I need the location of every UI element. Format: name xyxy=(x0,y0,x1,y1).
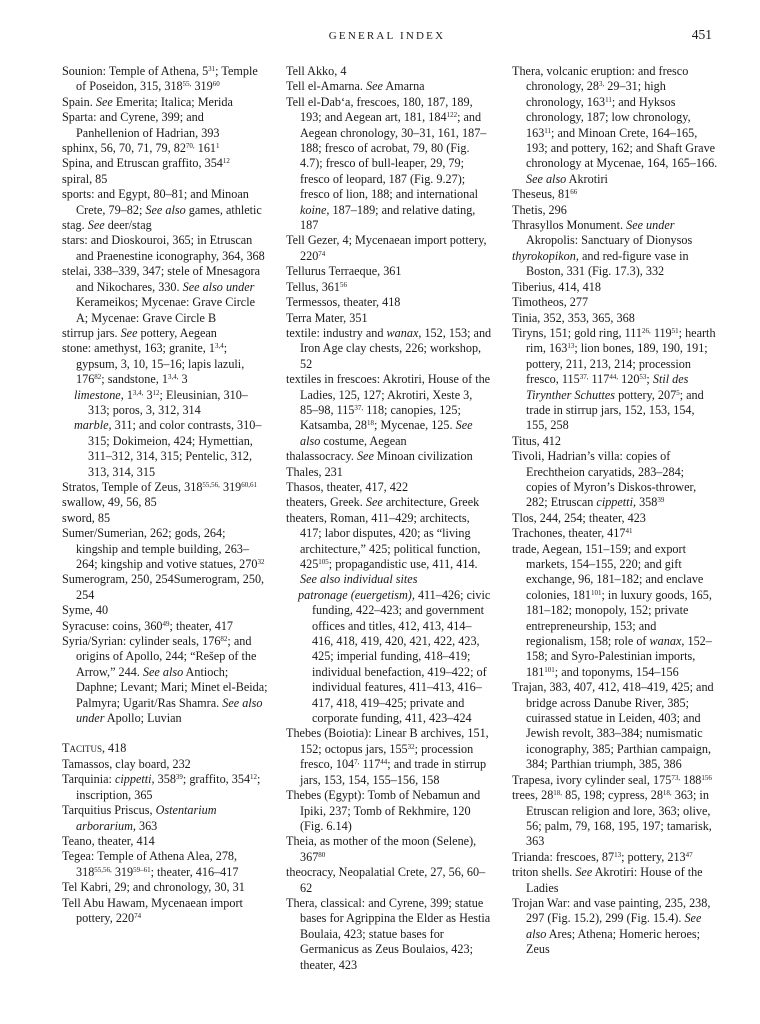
index-entry: theocracy, Neopalatial Crete, 27, 56, 60–62 xyxy=(286,865,486,895)
index-entry: Syracuse: coins, $360^{49}$; theater, 417 xyxy=(62,618,234,633)
index-entry: Thrasyllos Monument. See under Akropolis: Sanctuary of Dionysos xyxy=(512,218,693,248)
index-entry: Tiberius, 414, 418 xyxy=(512,279,601,294)
index-entry: Thetis, 296 xyxy=(512,202,567,217)
index-entry: Tiryns, 151; gold ring, $111^{26,}$ $119^{51}$; hearth rim, $163^{13}$; lion bones, 189, 190, 191; pottery, 211, 213, 214; procession fresco, $115^{37,}$ $117^{44,}$ $120^{53}$; Stil des Tirynther Schuttes pottery, $207^5$; and trade in stirrup jars, 152, 153, 154, 155, 258 xyxy=(512,325,716,433)
index-entry: Thera, volcanic eruption: and fresco chronology, $28^{3,}$ 29–31; high chronology, $163^{11}$; and Hyksos chronology, 187; low chronology, $163^{11}$; and Minoan Crete, 164–165, 193; and pottery, 162; and Shaft Grave chronology at Mycenae, 164, 165–166. See also Akrotiri xyxy=(512,64,718,186)
page-header xyxy=(62,27,712,46)
index-subentry: patronage (euergetism), 411–426; civic funding, 422–423; and government offices and titles, 412, 413, 414–416, 418, 419, 420, 421, 422, 423, 425; imperial funding, 418–419; individual benefaction, 419–422; of individual features, 411–413, 416–417, 418, 419–425; private and corporate funding, 411, 423–424 xyxy=(298,587,491,726)
index-entry: Tlos, 244, 254; theater, 423 xyxy=(512,510,646,525)
index-entry: Spina, and Etruscan graffito, $354^{12}$ xyxy=(62,156,230,171)
index-entry: Timotheos, 277 xyxy=(512,295,589,310)
index-entry: Tegea: Temple of Athena Alea, 278, $318^{55,56,}$ 319$^{59-61}$; theater, 416–417 xyxy=(62,849,239,879)
index-entry: Trachones, theater, $417^{41}$ xyxy=(512,526,633,541)
index-entry: Thebes (Egypt): Tomb of Nebamun and Ipiki, 237; Tomb of Rekhmire, 120 (Fig. 6.14) xyxy=(286,788,481,833)
index-entry: sword, 85 xyxy=(62,510,111,525)
index-entry: Tellurus Terraeque, 361 xyxy=(286,264,402,279)
index-entry: Tell Akko, 4 xyxy=(286,64,347,78)
index-entry: Spain. See Emerita; Italica; Merida xyxy=(62,94,233,109)
index-entry: Tell el-Amarna. See Amarna xyxy=(286,79,425,94)
index-entry: stag. See deer/stag xyxy=(62,218,152,233)
index-entry: sphinx, 56, 70, 71, 79, $82^{70,}$ $161^1$ xyxy=(62,141,220,156)
index-entry: theaters, Greek. See architecture, Greek xyxy=(286,495,480,510)
index-column-1 xyxy=(62,64,268,926)
index-entry: Tel Kabri, 29; and chronology, 30, 31 xyxy=(62,880,245,895)
index-subentry: marble, 311; and color contrasts, 310–315; Dokimeion, 424; Hymettian, 311–312, 314, 315; Pentelic, 312, 313, 314, 315 xyxy=(74,418,262,479)
index-entry: Syme, 40 xyxy=(62,603,109,618)
index-entry: Tivoli, Hadrian’s villa: copies of Erechtheion caryatids, 283–284; copies of Myron’s Diskos-thrower, 282; Etruscan cippetti, $358^{39}$ xyxy=(512,449,697,510)
index-entry: Thera, classical: and Cyrene, 399; statue bases for Agrippina the Elder as Hestia Boulaia, 423; statue bases for Germanicus as Zeus Boulaios, 423; theater, 423 xyxy=(286,895,491,972)
index-entry: trade, Aegean, 151–159; and export markets, 154–155, 220; and gift exchange, 96, 181–182; and enclave colonies, $181^{101}$; in luxury goods, 165, 181–182; monopoly, 152; private entrepreneurship, 153; and regionalism, 158; role of wanax, 152–158; and Syro-Palestinian imports, $181^{101}$; and toponyms, 154–156 xyxy=(512,541,712,679)
index-entry: triton shells. See Akrotiri: House of the Ladies xyxy=(512,865,703,895)
index-entry: Titus, 412 xyxy=(512,433,561,448)
index-entry: Stratos, Temple of Zeus, $318^{55,56,}$ 319$^{60,61}$ xyxy=(62,479,257,494)
index-entry: Tarquitius Priscus, Ostentarium arborarium, 363 xyxy=(62,803,217,833)
index-entry: Theseus, $81^{66}$ xyxy=(512,187,578,202)
index-entry: Sumerogram, 250, 254Sumerogram, 250, 254 xyxy=(62,572,265,602)
index-entry: theaters, Roman, 411–429; architects, 417; labor disputes, 420; as “living architecture,” 425; political function, $425^{105}$; propagandistic use, 411, 414. See also individual sites xyxy=(286,510,481,587)
index-entry: Sounion: Temple of Athena, $5^{31}$; Temple of Poseidon, 315, $318^{55,}$ $319^{60}$ xyxy=(62,64,258,94)
index-entry: Trianda: frescoes, $87^{13}$; pottery, $213^{47}$ xyxy=(512,849,693,864)
index-entry: Sumer/Sumerian, 262; gods, 264; kingship and temple building, 263–264; kingship and votive statues, $270^{32}$ xyxy=(62,526,265,571)
index-entry: trees, $28^{18,}$ 85, 198; cypress, $28^{18,}$ 363; in Etruscan religion and lore, 363; olive, 56; palm, 79, 168, 195, 197; tamarisk, 363 xyxy=(512,788,712,849)
index-column-2 xyxy=(286,64,492,973)
index-entry: Syria/Syrian: cylinder seals, $176^{82}$; and origins of Apollo, 244; “Rešep of the Arrow,” 244. See also Antioch; Daphne; Levant; Mari; Minet el-Beida; Palmyra; Ugarit/Ras Shamra. See also under Apollo; Luvian xyxy=(62,634,268,726)
index-entry: textiles in frescoes: Akrotiri, House of the Ladies, 125, 127; Akrotiri, Xeste 3, 85–98, $115^{37,}$ 118; canopies, 125; Katsamba, $28^{18}$; Mycenae, 125. See also costume, Aegean xyxy=(286,372,491,448)
index-entry: Teano, theater, 414 xyxy=(62,833,155,848)
index-entry: Tellus, $361^{56}$ xyxy=(286,279,347,294)
index-entry: Sparta: and Cyrene, 399; and Panhellenion of Hadrian, 393 xyxy=(62,110,220,140)
index-entry: thalassocracy. See Minoan civilization xyxy=(286,449,473,464)
index-entry: Tell Gezer, 4; Mycenaean import pottery, $220^{74}$ xyxy=(286,233,487,263)
index-entry: sports: and Egypt, 80–81; and Minoan Crete, 79–82; See also games, athletic xyxy=(62,187,262,217)
index-entry: Thebes (Boiotia): Linear B archives, 151, 152; octopus jars, $155^{32}$; procession fresco, $104^{7,}$ $117^{44}$; and trade in stirrup jars, 153, 154, 155–156, 158 xyxy=(286,726,489,787)
index-entry: Trapesa, ivory cylinder seal, $175^{73,}$ $188^{156}$ xyxy=(512,772,712,787)
index-entry: Trojan War: and vase painting, 235, 238, 297 (Fig. 15.2), 299 (Fig. 15.4). See also Ares; Athena; Homeric heroes; Zeus xyxy=(512,895,711,957)
page-number: 451 xyxy=(691,27,712,42)
index-entry: Tamassos, clay board, 232 xyxy=(62,756,191,771)
index-entry: Tarquinia: cippetti, $358^{39}$; graffito, $354^{12}$; inscription, 365 xyxy=(62,772,261,802)
index-entry: thyrokopikon, and red-figure vase in Boston, 331 (Fig. 17.3), 332 xyxy=(512,248,689,279)
index-entry: stirrup jars. See pottery, Aegean xyxy=(62,325,217,340)
index-entry: swallow, 49, 56, 85 xyxy=(62,495,157,510)
index-entry: Thasos, theater, 417, 422 xyxy=(286,479,409,494)
index-entry: Terra Mater, 351 xyxy=(286,310,368,325)
index-entry: Tell Abu Hawam, Mycenaean import pottery, $220^{74}$ xyxy=(62,895,243,925)
index-column-3 xyxy=(512,64,718,958)
index-entry: textile: industry and wanax, 152, 153; and Iron Age clay chests, 226; workshop, 52 xyxy=(286,325,492,371)
index-subentry: limestone, $1^{3,4,}$ $3^{12}$; Eleusinian, 310–313; poros, 3, 312, 314 xyxy=(74,387,248,417)
index-entry: stone: amethyst, 163; granite, 1$^{3,4}$; gypsum, 3, 10, 15–16; lapis lazuli, $176^{82}$; sandstone, $1^{3,4,}$ 3 xyxy=(62,341,245,387)
letter-section-gap xyxy=(62,726,268,741)
index-entry: Trajan, 383, 407, 412, 418–419, 425; and bridge across Danube River, 385; cuirassed statue in Leiden, 403; and Jewish revolt, 383–384; numismatic iconography, 385; Parthian campaign, 384; Parthian triumph, 385, 386 xyxy=(512,680,714,772)
index-entry: Theia, as mother of the moon (Selene), $367^{80}$ xyxy=(286,834,477,864)
index-columns xyxy=(62,64,718,1024)
index-entry: stelai, 338–339, 347; stele of Mnesagora and Nikochares, 330. See also under Kerameikos; Mycenae: Grave Circle A; Mycenae: Grave Circle B xyxy=(62,264,261,325)
index-entry: Tacitus, 418 xyxy=(62,741,127,756)
index-entry: Termessos, theater, 418 xyxy=(286,295,401,310)
index-entry: Tell el-Dab‘a, frescoes, 180, 187, 189, 193; and Aegean art, 181, $184^{122}$; and Aegean chronology, 30–31, 161, 187–188; fresco of acrobat, 79, 80 (Fig. 4.7); fresco of bull-leaper, 29, 79; fresco of leopard, 187 (Fig. 9.27); fresco of lion, 188; and international koine, 187–189; and relative dating, 187 xyxy=(286,94,487,233)
index-entry: spiral, 85 xyxy=(62,171,108,186)
index-entry: Thales, 231 xyxy=(286,464,343,479)
index-entry: Tinia, 352, 353, 365, 368 xyxy=(512,310,635,325)
running-head: GENERAL INDEX xyxy=(328,30,446,42)
index-entry: stars: and Dioskouroi, 365; in Etruscan and Praenestine iconography, 364, 368 xyxy=(62,233,265,263)
